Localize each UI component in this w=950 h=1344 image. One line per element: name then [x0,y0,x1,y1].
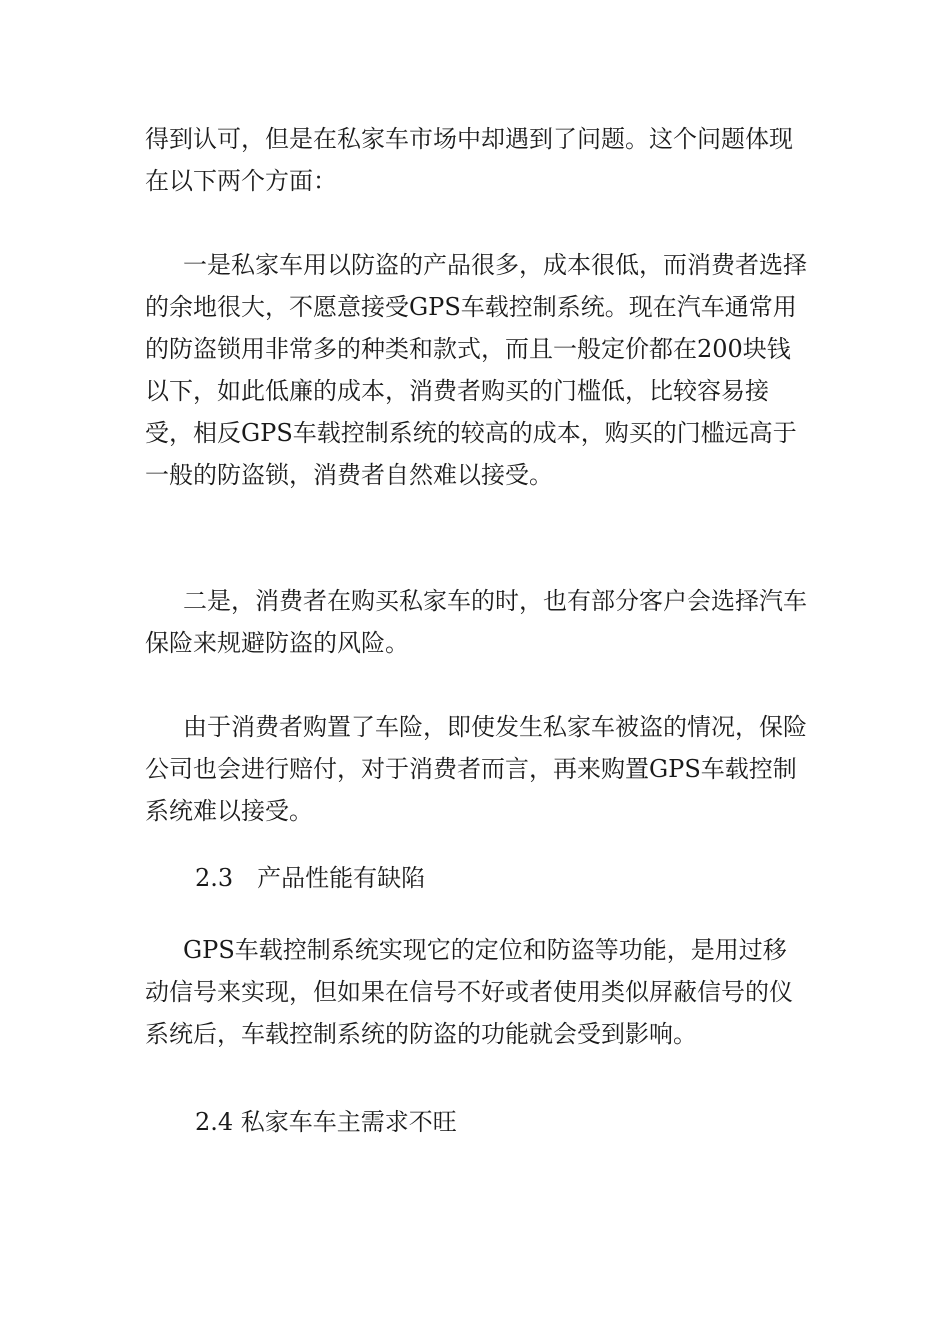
paragraph-point-two: 二是，消费者在购买私家车的时，也有部分客户会选择汽车保险来规避防盗的风险。 [145,587,807,657]
paragraph-point-one: 一是私家车用以防盗的产品很多，成本很低，而消费者选择的余地很大，不愿意接受GPS车载控制系统。现在汽车通常用的防盗锁用非常多的种类和款式，而且一般定价都在200块钱以下，如此低廉的成本，消费者购买的门槛低，比较容易接受，相反GPS车载控制系统的较高的成本，购买的门槛远高于一般的防盗锁，消费者自然难以接受。 [145,251,807,489]
section-heading-2-3: 2.3 产品性能有缺陷 [195,864,426,892]
section-heading-2-4: 2.4 私家车车主需求不旺 [195,1108,457,1136]
paragraph-performance-defect: GPS车载控制系统实现它的定位和防盗等功能，是用过移动信号来实现，但如果在信号不好或者使用类似屏蔽信号的仪系统后，车载控制系统的防盗的功能就会受到影响。 [145,936,793,1048]
paragraph-intro: 得到认可，但是在私家车市场中却遇到了问题。这个问题体现在以下两个方面： [145,125,793,195]
paragraph-insurance: 由于消费者购置了车险，即使发生私家车被盗的情况，保险公司也会进行赔付，对于消费者而言，再来购置GPS车载控制系统难以接受。 [145,713,807,825]
